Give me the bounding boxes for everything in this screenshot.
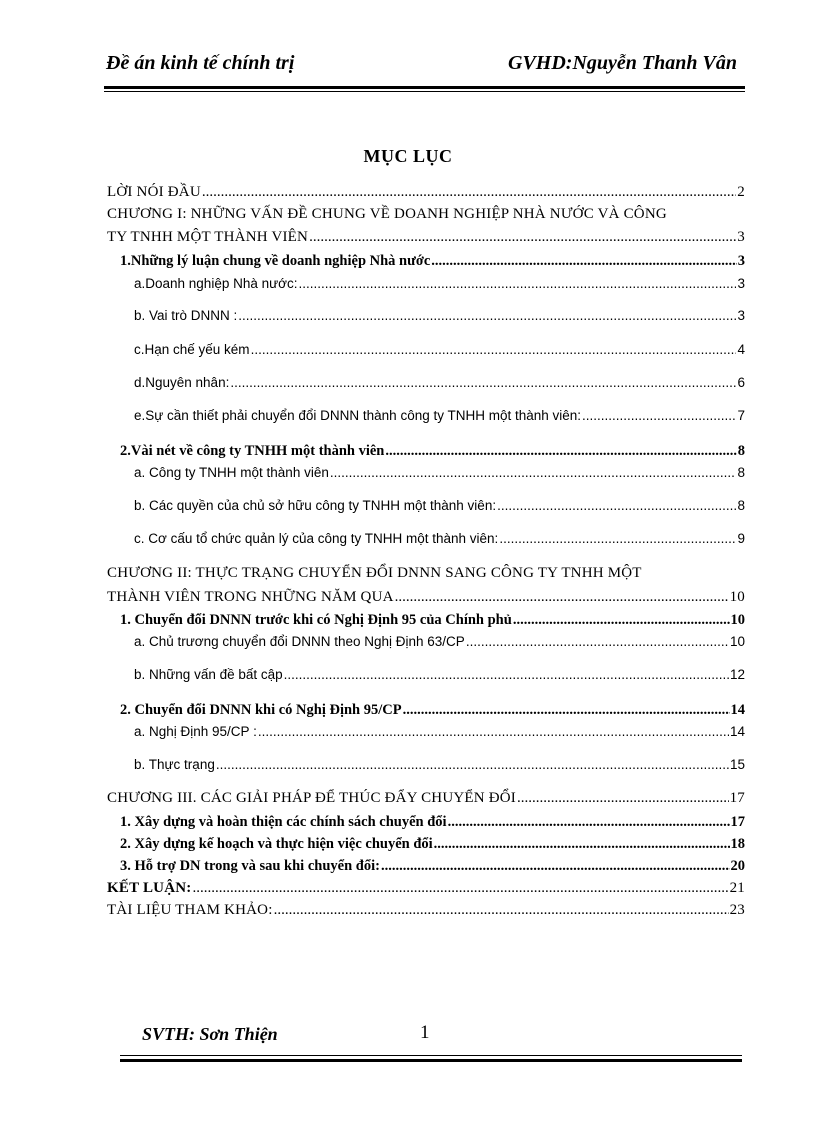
leader-dots [513,612,730,629]
toc-entry-ch2-sec2-a[interactable] [134,724,745,739]
toc-entry-loi-noi-dau[interactable] [107,184,745,201]
toc-page: 20 [730,858,745,874]
toc-page: 10 [730,612,745,628]
leader-dots [309,229,736,246]
toc-label: LỜI NÓI ĐẦU [107,184,201,200]
leader-dots [202,184,736,201]
toc-entry-ch1-sec1-e[interactable] [134,408,745,423]
toc-entry-ch2-sec2[interactable] [120,702,745,719]
leader-dots [381,858,730,875]
leader-dots [238,308,736,323]
header-rule-thin [104,91,745,92]
toc-label: 2. Xây dựng kế hoạch và thực hiện việc chuyển đổi [120,836,433,852]
toc-label: b. Các quyền của chủ sở hữu công ty TNHH một thành viên: [134,498,497,513]
toc-entry-ch3-sec2[interactable] [120,836,745,853]
toc-entry-ch1-sec2-a[interactable] [134,465,745,480]
leader-dots [330,465,737,480]
leader-dots [517,790,729,807]
leader-dots [230,375,736,390]
header-advisor: GVHD:Nguyễn Thanh Vân [508,52,737,74]
leader-dots [385,443,736,460]
leader-dots [499,531,736,546]
leader-dots [434,836,730,853]
toc-page: 8 [737,465,745,480]
toc-label: KẾT LUẬN: [107,880,192,896]
leader-dots [216,757,729,772]
toc-label: THÀNH VIÊN TRONG NHỮNG NĂM QUA [107,589,394,605]
toc-entry-ch2-sec2-b[interactable] [134,757,745,772]
leader-dots [582,408,736,423]
toc-label: 1. Chuyển đổi DNNN trước khi có Nghị Định 95 của Chính phủ [120,612,512,628]
footer-author: SVTH: Sơn Thiện [142,1024,278,1044]
toc-entry-ch2-sec1-a[interactable] [134,634,745,649]
footer-rule-thin [120,1055,742,1056]
toc-page: 3 [737,276,745,291]
toc-page: 7 [737,408,745,423]
toc-page: 9 [737,531,745,546]
toc-label: d.Nguyên nhân: [134,375,230,390]
toc-label: 3. Hỗ trợ DN trong và sau khi chuyển đổi: [120,858,380,874]
toc-chapter-2-line1[interactable]: CHƯƠNG II: THỰC TRẠNG CHUYỂN ĐỔI DNNN SANG CÔNG TY TNHH MỘT [107,565,642,581]
leader-dots [497,498,736,513]
toc-label: e.Sự cần thiết phải chuyển đổi DNNN thành công ty TNHH một thành viên: [134,408,582,423]
toc-label: TY TNHH MỘT THÀNH VIÊN [107,229,309,245]
toc-page: 14 [730,702,745,718]
toc-entry-chapter-2[interactable] [107,589,745,606]
toc-entry-tai-lieu[interactable] [107,902,745,919]
toc-label: b. Thực trạng [134,757,215,772]
leader-dots [251,342,737,357]
toc-page: 14 [729,724,745,739]
leader-dots [299,276,737,291]
toc-page: 10 [729,589,745,605]
toc-entry-ket-luan[interactable] [107,880,745,897]
toc-entry-ch1-sec2-c[interactable] [134,531,745,546]
toc-page: 8 [737,443,745,459]
toc-page: 6 [737,375,745,390]
leader-dots [448,814,730,831]
toc-label: TÀI LIỆU THAM KHẢO: [107,902,273,918]
toc-page: 3 [737,253,745,269]
leader-dots [395,589,729,606]
toc-entry-ch1-sec2-b[interactable] [134,498,745,513]
toc-label: c.Hạn chế yếu kém [134,342,250,357]
toc-entry-ch3-sec1[interactable] [120,814,745,831]
toc-label: CHƯƠNG III. CÁC GIẢI PHÁP ĐỂ THÚC ĐẨY CHUYỂN ĐỔI [107,790,517,806]
toc-page: 3 [737,229,745,245]
toc-label: a. Nghị Định 95/CP : [134,724,257,739]
toc-label: b. Những vấn đề bất cập [134,667,283,682]
toc-page: 3 [737,308,745,323]
toc-entry-ch1-sec1[interactable] [120,253,745,270]
toc-label: a. Chủ trương chuyển đổi DNNN theo Nghị Định 63/CP [134,634,465,649]
footer-rule-thick [120,1059,742,1062]
toc-entry-ch1-sec2[interactable] [120,443,745,460]
toc-entry-ch2-sec1[interactable] [120,612,745,629]
toc-label: 1.Những lý luận chung về doanh nghiệp Nhà nước [120,253,431,269]
toc-page: 10 [729,634,745,649]
toc-label: 1. Xây dựng và hoàn thiện các chính sách chuyển đổi [120,814,447,830]
toc-page: 12 [729,667,745,682]
toc-label: c. Cơ cấu tổ chức quản lý của công ty TNHH một thành viên: [134,531,499,546]
toc-entry-ch1-sec1-c[interactable] [134,342,745,357]
toc-entry-ch2-sec1-b[interactable] [134,667,745,682]
header-doc-title: Đề án kinh tế chính trị [106,52,295,74]
toc-entry-ch1-sec1-a[interactable] [134,276,745,291]
toc-entry-chapter-3[interactable] [107,790,745,807]
toc-page: 17 [730,814,745,830]
toc-entry-ch1-sec1-b[interactable] [134,308,745,323]
toc-entry-ch3-sec3[interactable] [120,858,745,875]
header-rule-thick [104,86,745,89]
toc-page: 21 [729,880,745,896]
toc-page: 8 [737,498,745,513]
leader-dots [192,880,728,897]
page-title: MỤC LỤC [363,146,453,166]
leader-dots [466,634,729,649]
leader-dots [431,253,736,270]
toc-label: 2. Chuyển đổi DNNN khi có Nghị Định 95/CP [120,702,402,718]
leader-dots [258,724,729,739]
footer-page-number: 1 [420,1022,430,1043]
toc-entry-ch1-sec1-d[interactable] [134,375,745,390]
leader-dots [403,702,730,719]
toc-label: a.Doanh nghiệp Nhà nước: [134,276,298,291]
toc-entry-chapter-1[interactable] [107,229,745,246]
toc-page: 18 [730,836,745,852]
toc-chapter-1-line1[interactable]: CHƯƠNG I: NHỮNG VẤN ĐỀ CHUNG VỀ DOANH NGHIỆP NHÀ NƯỚC VÀ CÔNG [107,206,667,222]
toc-page: 4 [737,342,745,357]
leader-dots [274,902,729,919]
toc-page: 2 [737,184,745,200]
toc-page: 23 [729,902,745,918]
toc-page: 15 [729,757,745,772]
leader-dots [284,667,729,682]
toc-page: 17 [729,790,745,806]
toc-label: a. Công ty TNHH một thành viên [134,465,329,480]
toc-label: 2.Vài nét về công ty TNHH một thành viên [120,443,385,459]
toc-label: b. Vai trò DNNN : [134,308,238,323]
